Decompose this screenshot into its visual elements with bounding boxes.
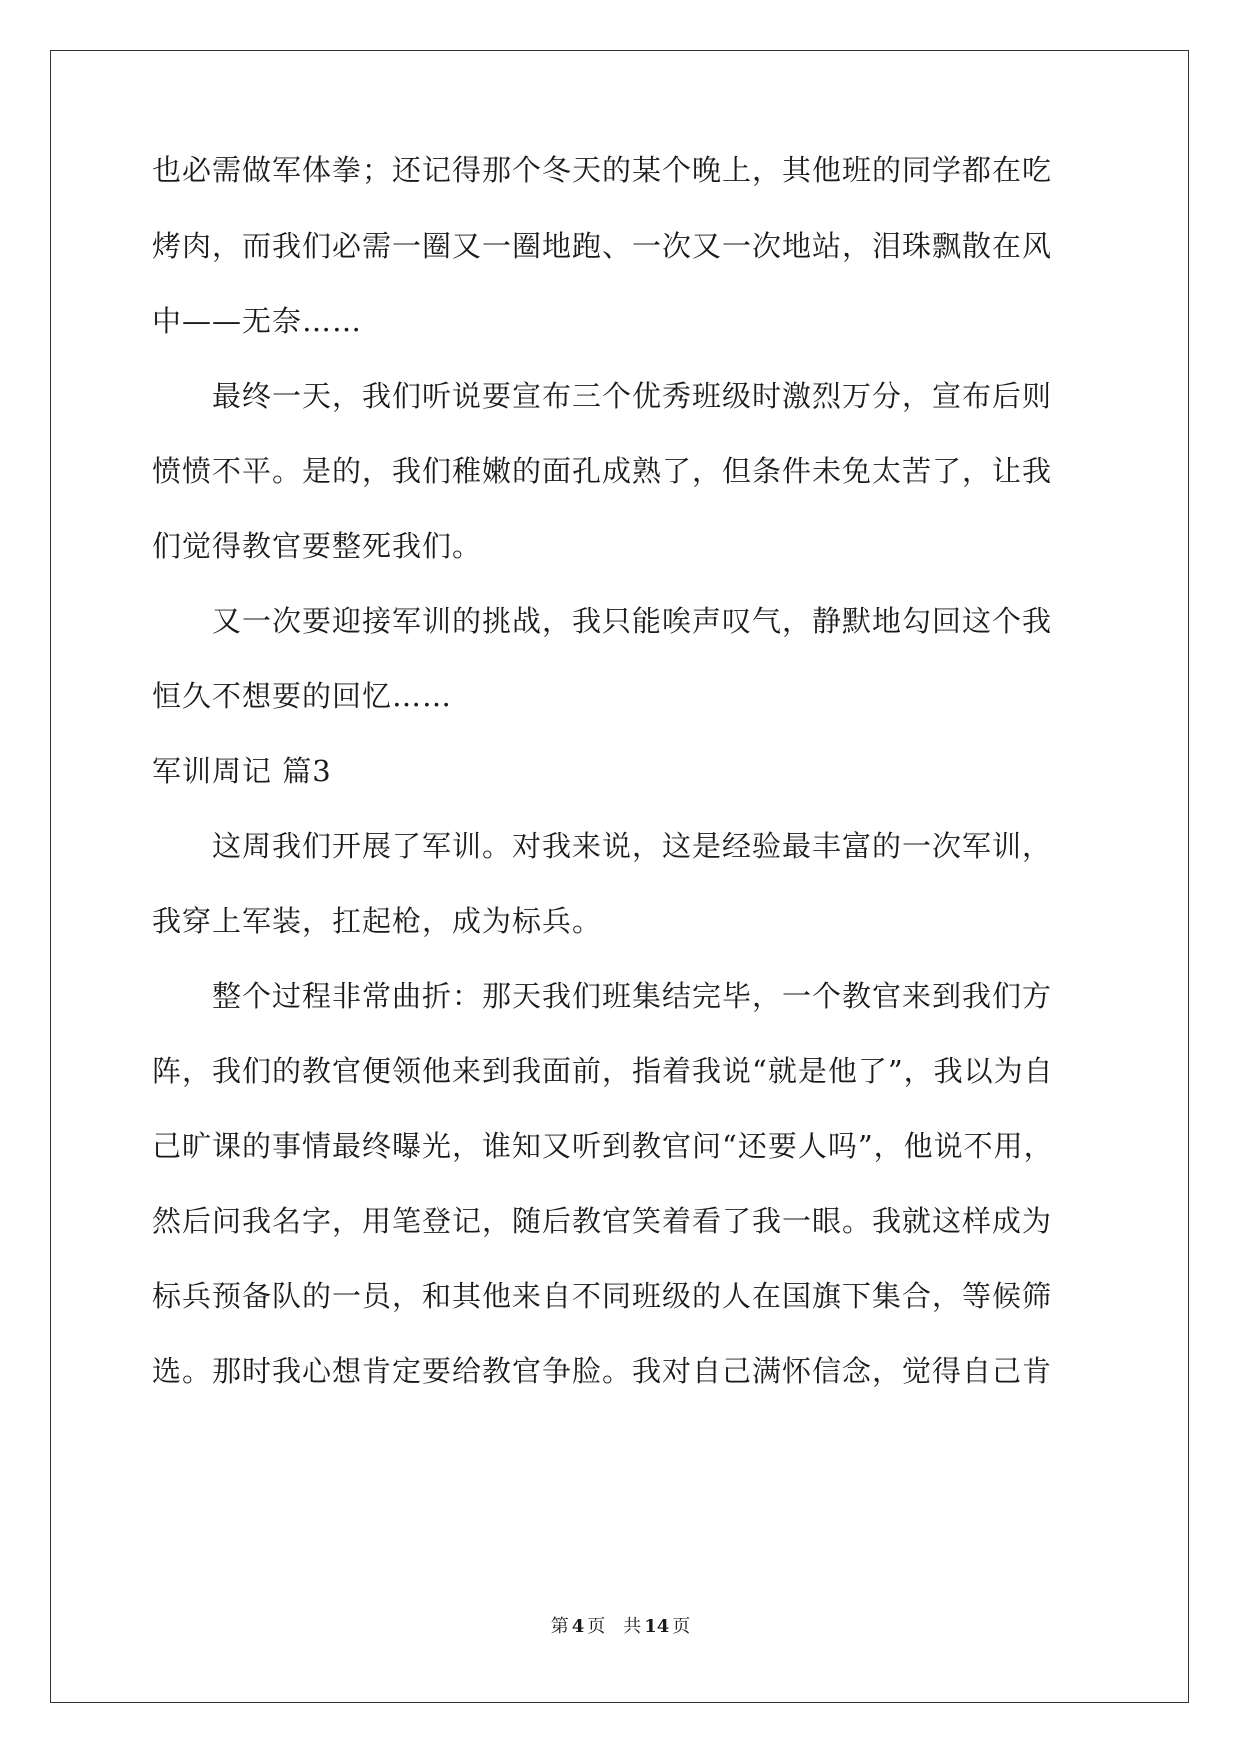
page-number: 4 (571, 1616, 585, 1637)
text-line: 愤愤不平。是的，我们稚嫩的面孔成熟了，但条件未免太苦了，让我 (152, 454, 1053, 488)
section-heading: 军训周记 篇3 (152, 754, 332, 788)
text-line: 我穿上军装，扛起枪，成为标兵。 (152, 904, 603, 938)
text-line: 这周我们开展了军训。对我来说，这是经验最丰富的一次军训， (152, 829, 1053, 863)
page-suffix: 页 (587, 1616, 606, 1637)
text-line: 然后问我名字，用笔登记，随后教官笑着看了我一眼。我就这样成为 (152, 1204, 1053, 1238)
page-footer (0, 1615, 1241, 1639)
text-line: 己旷课的事情最终曝光，谁知又听到教官问“还要人吗”，他说不用， (152, 1129, 1054, 1163)
text-line: 中——无奈…… (152, 304, 363, 338)
text-line: 也必需做军体拳；还记得那个冬天的某个晚上，其他班的同学都在吃 (152, 153, 1053, 187)
text-line: 标兵预备队的一员，和其他来自不同班级的人在国旗下集合，等候筛 (152, 1279, 1053, 1313)
text-line: 选。那时我心想肯定要给教官争脸。我对自己满怀信念，觉得自己肯 (152, 1354, 1053, 1388)
text-line: 阵，我们的教官便领他来到我面前，指着我说“就是他了”，我以为自 (152, 1054, 1054, 1088)
page-prefix: 第 (550, 1616, 569, 1637)
text-line: 烤肉，而我们必需一圈又一圈地跑、一次又一次地站，泪珠飘散在风 (152, 229, 1053, 263)
page-border (50, 50, 1189, 1703)
text-line: 最终一天，我们听说要宣布三个优秀班级时激烈万分，宣布后则 (152, 379, 1053, 413)
text-line: 整个过程非常曲折：那天我们班集结完毕，一个教官来到我们方 (152, 979, 1053, 1013)
total-pages: 14 (644, 1616, 670, 1637)
text-line: 恒久不想要的回忆…… (152, 679, 453, 713)
total-suffix: 页 (672, 1616, 691, 1637)
total-prefix: 共 (623, 1616, 642, 1637)
text-line: 又一次要迎接军训的挑战，我只能唉声叹气，静默地勾回这个我 (152, 604, 1053, 638)
text-line: 们觉得教官要整死我们。 (152, 529, 483, 563)
